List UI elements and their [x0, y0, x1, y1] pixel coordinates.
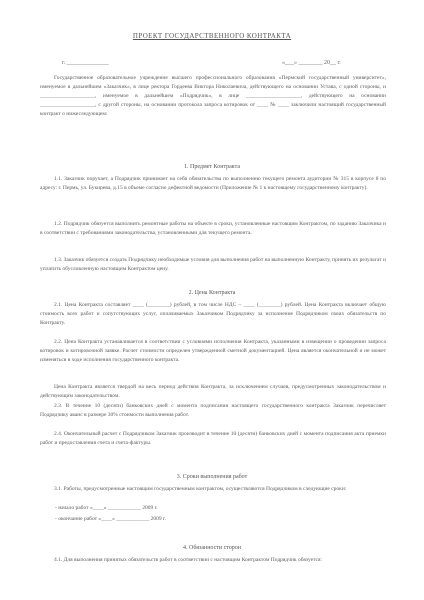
paragraph: 2.2. Цена Контракта устанавливается в соответствии с условиями исполнения Контракта, указанными в извещении о проведении запроса котировок и котировочной заявке. Расчет стоимости определен утвержденной сметной документацией. Цена является окончательной и не может изменяться в ходе исполнения государственного контракта.: [40, 339, 386, 364]
date-field: «___» ________ 20__ г.: [282, 60, 341, 66]
paragraph: 1.1. Заказчик поручает, а Подрядчик принимает на себя обязательства по выполнению текущего ремонта аудитории № 315 в корпусе 8 по адресу: г. Пермь, ул. Букирева, д.15 в объеме согласно дефектной ведомости (Приложение № 1 к настоящему государственному контракту).: [40, 176, 386, 192]
city-field: г. ______________: [62, 60, 109, 66]
paragraph: 1.2. Подрядчик обязуется выполнить ремонтные работы на объекте в сроки, установленные настоящим Контрактом, по заданию Заказчика и в соответствии с требованиями законодательства, установленными для текущего ремонта.: [40, 221, 386, 237]
paragraph: 2.4. Окончательный расчет с Подрядчиком Заказчик производит в течение 10 (десяти) банковских дней с момента подписания акта приемки работ и предоставления счета и счета-фактуры.: [40, 431, 386, 447]
section-heading: 1. Предмет Контракта: [183, 164, 241, 170]
paragraph: 2.3. В течение 10 (десяти) банковских дней с момента подписания настоящего государственного контракта Заказчик перечисляет Подрядчику аванс в размере 30% стоимости выполнения работ.: [40, 403, 386, 419]
paragraph: Цена Контракта является твердой на весь период действия Контракта, за исключением случаев, предусмотренных законодательством и действующим законодательством.: [40, 384, 386, 400]
paragraph: 1.3. Заказчик обязуется создать Подрядчику необходимые условия для выполнения работ на выполненную Контракту, принять их результат и уплатить обусловленную настоящим Контрактом цену.: [40, 257, 386, 273]
document-title: ПРОЕКТ ГОСУДАРСТВЕННОГО КОНТРАКТА: [132, 32, 292, 40]
section-heading: 4. Обязанности сторон: [182, 545, 241, 551]
section-heading: 2. Цена Контракта: [188, 290, 236, 296]
schedule-end: - окончание работ «____» ____________ 2009 г.: [55, 516, 167, 522]
paragraph: 2.1. Цена Контракта составляет ____ (________) рублей, в том числе НДС – ____ (________) рублей. Цена Контракта включает общую стоимость всех работ и сопутствующих услуг, оплачиваемых Заказчиком Подрядчику за исполнение Подрядчиком своих обязательств по Контракту.: [40, 302, 386, 327]
section-heading: 3. Сроки выполнения работ: [176, 474, 248, 480]
paragraph: 4.1. Для выполнения принятых обязательств работ в соответствии с настоящим Контрактом Подрядчик обязуется:: [54, 557, 323, 563]
schedule-start: - начало работ «____» ____________ 2009 г.: [55, 505, 158, 511]
preamble-paragraph: Государственное образовательное учреждение высшего профессионального образования «Пермский государственный университет», именуемое в дальнейшем «Заказчик», в лице ректора Гордеева Виктора Николаевича, действующего на основании Устава, с одной стороны, и ____________________, именуемое в дальнейшем «Подрядчик», в лице ____________________, действующего на основании ____________________, с другой стороны, на основании протокола запроса котировок от ____ № ____ заключили настоящий государственный контракт о нижеследующем:: [40, 75, 386, 118]
date-line: [62, 60, 362, 66]
paragraph: 3.1. Работы, предусмотренные настоящим государственным контрактом, осуществляются Подрядчиком в следующие сроки:: [54, 486, 347, 492]
